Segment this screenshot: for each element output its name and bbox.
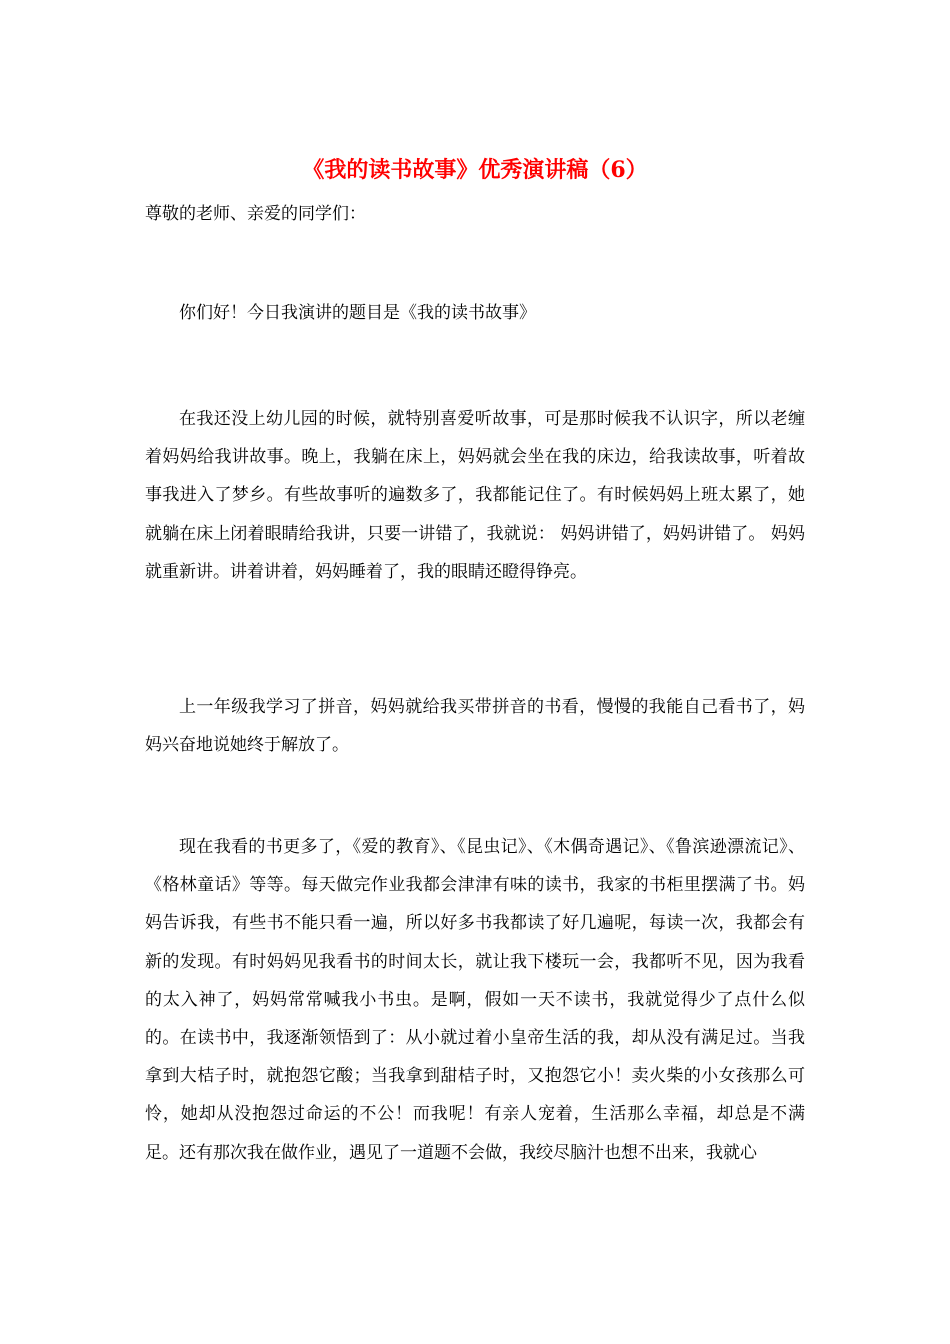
- paragraph-greeting: 你们好！今日我演讲的题目是《我的读书故事》: [179, 303, 536, 323]
- paragraph-first-grade: 上一年级我学习了拼音，妈妈就给我买带拼音的书看，慢慢的我能自己看书了，妈妈兴奋地说她终于解放了。: [145, 697, 805, 756]
- paragraph-reading-now: 现在我看的书更多了，《爱的教育》、《昆虫记》、《木偶奇遇记》、《鲁滨逊漂流记》、《格林童话》等等。每天做完作业我都会津津有味的读书，我家的书柜里摆满了书。妈妈告诉我，有些书不能只看一遍，所以好多书我都读了好几遍呢，每读一次，我都会有新的发现。有时妈妈见我看书的时间太长，就让我下楼玩一会，我都听不见，因为我看的太入神了，妈妈常常喊我小书虫。是啊，假如一天不读书，我就觉得少了点什么似的。在读书中，我逐渐领悟到了：从小就过着小皇帝生活的我，却从没有满足过。当我拿到大桔子时，就抱怨它酸；当我拿到甜桔子时，又抱怨它小！卖火柴的小女孩那么可怜，她却从没抱怨过命运的不公！而我呢！有亲人宠着，生活那么幸福，却总是不满足。还有那次我在做作业，遇见了一道题不会做，我绞尽脑汁也想不出来，我就心: [145, 837, 805, 1163]
- document-title: 《我的读书故事》优秀演讲稿（6）: [302, 157, 648, 183]
- salutation: 尊敬的老师、亲爱的同学们：: [145, 204, 366, 224]
- paragraph-childhood: 在我还没上幼儿园的时候，就特别喜爱听故事，可是那时候我不认识字，所以老缠着妈妈给我讲故事。晚上，我躺在床上，妈妈就会坐在我的床边，给我读故事，听着故事我进入了梦乡。有些故事听的遍数多了，我都能记住了。有时候妈妈上班太累了，她就躺在床上闭着眼睛给我讲，只要一讲错了，我就说： 妈妈讲错了，妈妈讲错了。 妈妈就重新讲。讲着讲着，妈妈睡着了，我的眼睛还瞪得铮亮。: [145, 409, 805, 582]
